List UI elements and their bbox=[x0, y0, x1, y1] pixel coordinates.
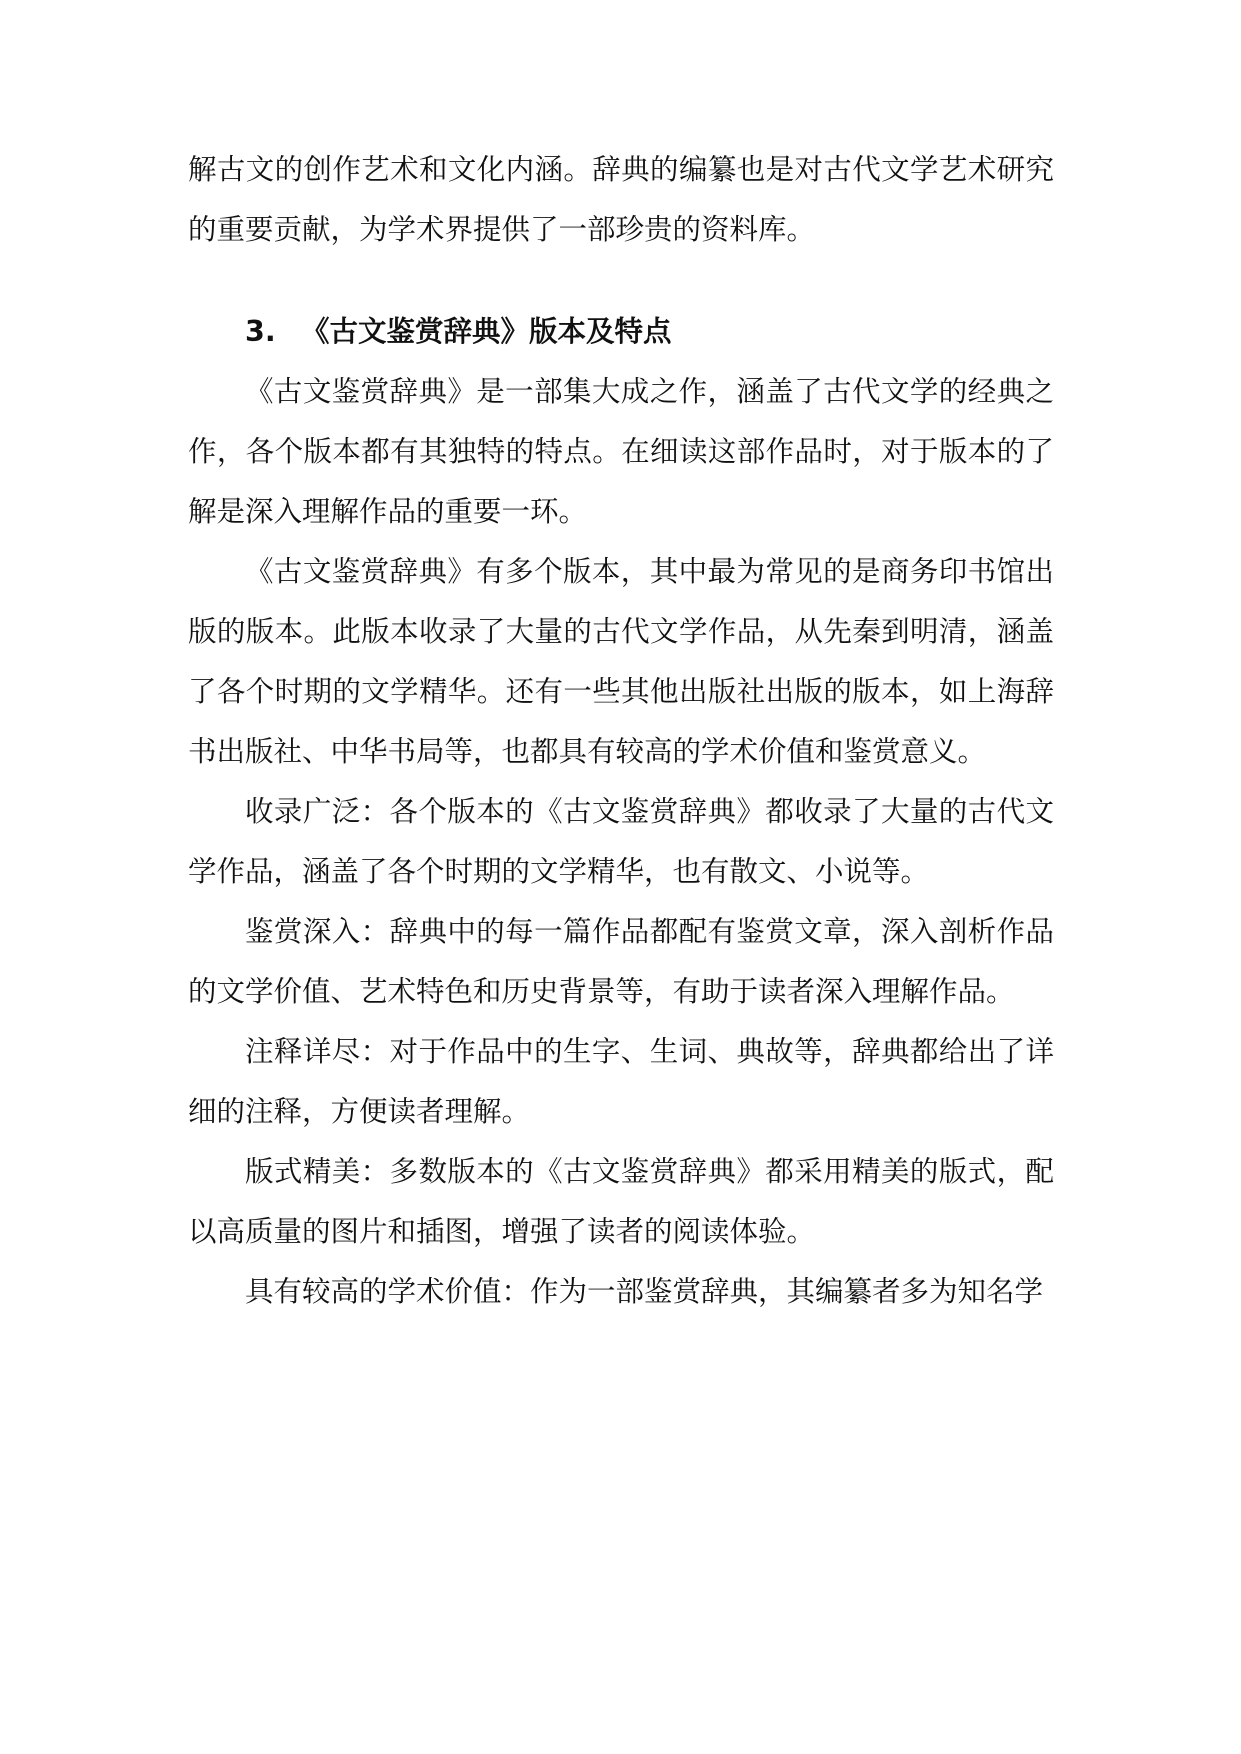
paragraph: 注释详尽：对于作品中的生字、生词、典故等，辞典都给出了详细的注释，方便读者理解。 bbox=[188, 1035, 1054, 1128]
paragraph: 版式精美：多数版本的《古文鉴赏辞典》都采用精美的版式，配以高质量的图片和插图，增强了读者的阅读体验。 bbox=[188, 1155, 1054, 1248]
paragraph: 具有较高的学术价值：作为一部鉴赏辞典，其编纂者多为知名学 bbox=[245, 1275, 1044, 1308]
section-title: 《古文鉴赏辞典》版本及特点 bbox=[301, 315, 672, 348]
paragraph: 收录广泛：各个版本的《古文鉴赏辞典》都收录了大量的古代文学作品，涵盖了各个时期的文学精华，也有散文、小说等。 bbox=[188, 795, 1054, 888]
document-body bbox=[188, 140, 1054, 1322]
section-heading bbox=[188, 302, 1054, 362]
section-number: 3. bbox=[245, 315, 276, 348]
paragraph: 《古文鉴赏辞典》是一部集大成之作，涵盖了古代文学的经典之作，各个版本都有其独特的特点。在细读这部作品时，对于版本的了解是深入理解作品的重要一环。 bbox=[188, 375, 1054, 528]
paragraph-continuation: 解古文的创作艺术和文化内涵。辞典的编纂也是对古代文学艺术研究的重要贡献，为学术界提供了一部珍贵的资料库。 bbox=[188, 153, 1054, 246]
paragraph: 鉴赏深入：辞典中的每一篇作品都配有鉴赏文章，深入剖析作品的文学价值、艺术特色和历史背景等，有助于读者深入理解作品。 bbox=[188, 915, 1054, 1008]
paragraph: 《古文鉴赏辞典》有多个版本，其中最为常见的是商务印书馆出版的版本。此版本收录了大量的古代文学作品，从先秦到明清，涵盖了各个时期的文学精华。还有一些其他出版社出版的版本，如上海辞书出版社、中华书局等，也都具有较高的学术价值和鉴赏意义。 bbox=[188, 555, 1054, 768]
section-spacer bbox=[188, 260, 1054, 278]
